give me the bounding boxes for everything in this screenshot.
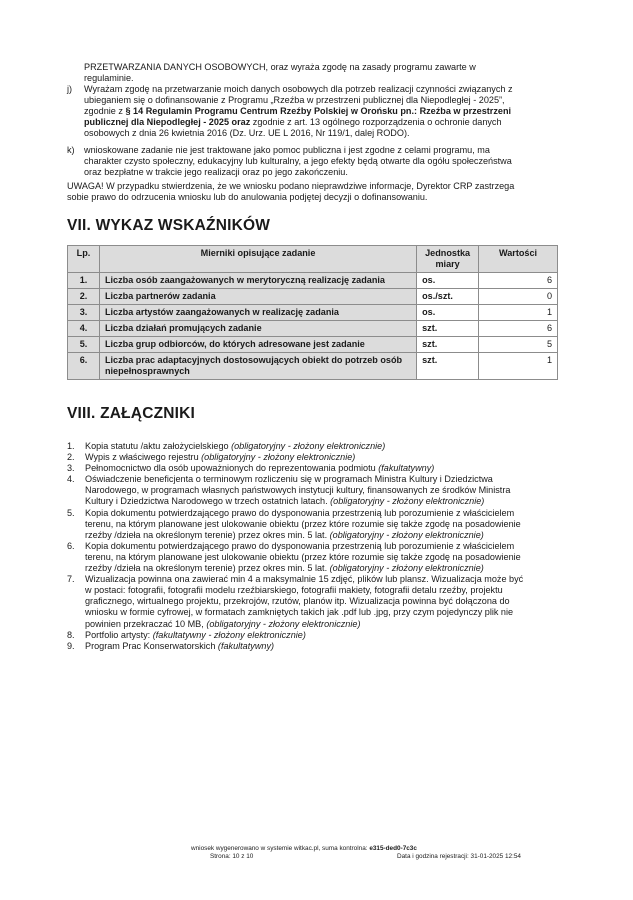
row-unit: szt. xyxy=(417,337,479,353)
text-line: sobie prawo do odrzucenia wniosku lub do anulowania podjętej decyzji o dofinansowaniu. xyxy=(67,192,428,202)
list-number: 7. xyxy=(67,574,75,585)
text-line: PRZETWARZANIA DANYCH OSOBOWYCH, oraz wyraża zgodę na zasady programu zawarte w xyxy=(84,62,476,72)
consent-continuation xyxy=(84,62,554,84)
footer-checksum: e315-ded0-7c3c xyxy=(369,845,417,852)
table-row xyxy=(68,289,558,305)
item-marker: j) xyxy=(67,84,73,94)
list-item xyxy=(67,474,559,507)
item-line: Wizualizacja powinna ona zawierać min 4 a maksymalnie 15 zdjęć, plików lub plansz. Wizualizacja może być xyxy=(85,574,524,585)
row-value: 1 xyxy=(479,353,558,380)
item-note: (obligatoryjny - złożony elektronicznie) xyxy=(201,452,356,463)
item-line xyxy=(85,496,559,507)
item-note: (obligatoryjny - złożony elektronicznie) xyxy=(206,618,361,629)
attachments-list xyxy=(67,441,559,652)
table-row xyxy=(68,273,558,289)
row-number: 1. xyxy=(68,273,100,289)
item-line: terenu, na którym planowane jest ulokowanie obiektu (przez które rozumie się także zgodę na posadowienie xyxy=(85,551,521,562)
row-name xyxy=(99,353,416,380)
header-unit-line: Jednostka xyxy=(425,248,471,258)
row-name: Liczba artystów zaangażowanych w realizację zadania xyxy=(99,305,416,321)
item-line: wniosku w formie cyfrowej, w formatach zamkniętych takich jak .pdf lub .jpg, przy czym pojedynczy plik nie xyxy=(85,607,514,618)
footer-registration-date: Data i godzina rejestracji: 31-01-2025 12:54 xyxy=(397,853,521,860)
item-text: Program Prac Konserwatorskich xyxy=(85,640,218,651)
list-item xyxy=(67,452,559,463)
item-line: graficznego, wirtualnego projektu, przekrojów, rzutów, planów itp. Wizualizacja powinna być dołączona do xyxy=(85,596,510,607)
list-number: 4. xyxy=(67,474,75,485)
list-item xyxy=(67,574,559,629)
header-name: Mierniki opisujące zadanie xyxy=(99,246,416,273)
item-line: w postaci: fotografii, fotografii modelu rzeźbiarskiego, fotografii makiety, fotografii detalu rzeźby, projektu xyxy=(85,585,503,596)
bold-span: publicznej dla Niepodległej - 2025 oraz xyxy=(84,117,251,127)
list-number: 5. xyxy=(67,507,75,518)
item-line: Kopia dokumentu potwierdzającego prawo do dysponowania przestrzenią lub porozumienie z właścicielem xyxy=(85,507,515,518)
text-line: regulaminie. xyxy=(84,73,134,83)
table-row xyxy=(68,353,558,380)
footer-generated-text: wniosek wygenerowano w systemie witkac.pl, suma kontrolna: xyxy=(191,845,370,852)
row-name-line: niepełnosprawnych xyxy=(104,366,190,376)
row-number: 4. xyxy=(68,321,100,337)
bold-span: § 14 Regulamin Programu Centrum Rzeźby Polskiej w Orońsku pn.: Rzeźba w przestrzeni xyxy=(125,106,512,116)
header-lp: Lp. xyxy=(68,246,100,273)
list-item xyxy=(67,541,559,574)
header-values: Wartości xyxy=(479,246,558,273)
item-text: Kopia statutu /aktu założycielskiego xyxy=(85,441,232,451)
text-line xyxy=(84,117,556,128)
row-name: Liczba osób zaangażowanych w merytoryczną realizację zadania xyxy=(99,273,416,289)
item-text: Portfolio artysty: xyxy=(85,629,153,640)
item-text: powinien przekraczać 10 MB, xyxy=(85,618,207,629)
header-unit-line: miary xyxy=(435,259,460,269)
item-marker: k) xyxy=(67,145,75,155)
row-value: 5 xyxy=(479,337,558,353)
row-unit: os. xyxy=(417,305,479,321)
text-line: oraz bezpłatne w trakcie jego realizacji oraz po jego zakończeniu. xyxy=(84,167,348,177)
list-number: 6. xyxy=(67,540,75,551)
text-line xyxy=(84,106,556,117)
row-number: 6. xyxy=(68,353,100,380)
item-note: (obligatoryjny - złożony elektronicznie) xyxy=(231,441,386,451)
item-text: Kultury i Dziedzictwa Narodowego w trzech ostatnich latach. xyxy=(85,496,331,507)
list-number: 3. xyxy=(67,463,75,474)
item-note: (fakultatywny) xyxy=(378,463,435,474)
table-row xyxy=(68,305,558,321)
row-unit: os./szt. xyxy=(417,289,479,305)
text-line: ubieganiem się o dofinansowanie z Programu „Rzeźba w przestrzeni publicznej dla Niepodległej - 2025”, xyxy=(84,95,505,105)
text-span: zgodnie z xyxy=(84,106,126,116)
row-number: 3. xyxy=(68,305,100,321)
row-number: 2. xyxy=(68,289,100,305)
row-unit: os. xyxy=(417,273,479,289)
row-unit: szt. xyxy=(417,353,479,380)
row-name: Liczba grup odbiorców, do których adresowane jest zadanie xyxy=(99,337,416,353)
item-line: terenu, na którym planowane jest ulokowanie obiektu (przez które rozumie się także zgodę na posadowienie xyxy=(85,518,521,529)
list-item xyxy=(67,463,559,474)
list-number: 8. xyxy=(67,629,75,640)
list-item xyxy=(67,508,559,541)
list-number: 9. xyxy=(67,640,75,651)
row-value: 6 xyxy=(479,321,558,337)
row-name: Liczba partnerów zadania xyxy=(99,289,416,305)
item-line xyxy=(85,619,559,630)
list-item xyxy=(67,630,559,641)
header-unit xyxy=(417,246,479,273)
row-value: 0 xyxy=(479,289,558,305)
table-row xyxy=(68,321,558,337)
text-line: charakter czysto społeczny, edukacyjny lub kulturalny, a jego efekty będą otwarte dla ogółu społeczeństwa xyxy=(84,156,512,166)
row-unit: szt. xyxy=(417,321,479,337)
text-line: Wyrażam zgodę na przetwarzanie moich danych osobowych dla potrzeb realizacji czynności związanych z xyxy=(84,84,513,94)
text-line: UWAGA! W przypadku stwierdzenia, że we wniosku podano nieprawdziwe informacje, Dyrektor CRP zastrzega xyxy=(67,181,515,191)
item-note: (fakultatywny) xyxy=(217,640,275,651)
row-value: 6 xyxy=(479,273,558,289)
item-text: rzeźby /dzieła na określonym terenie) przez okres min. 5 lat. xyxy=(85,563,330,574)
row-name-line: Liczba prac adaptacyjnych dostosowujących obiekt do potrzeb osób xyxy=(104,355,403,365)
text-line: wnioskowane zadanie nie jest traktowane jako pomoc publiczna i jest zgodne z celami programu, ma xyxy=(84,145,490,155)
list-item xyxy=(67,441,559,452)
footer-generated xyxy=(191,845,417,853)
item-note: (obligatoryjny - złożony elektronicznie) xyxy=(329,529,484,540)
list-item xyxy=(67,641,559,652)
text-span: zgodnie z art. 13 ogólnego rozporządzenia o ochronie danych xyxy=(250,117,502,127)
item-text: Wypis z właściwego rejestru xyxy=(85,452,202,463)
indicators-table xyxy=(67,245,558,380)
table-header-row xyxy=(68,246,558,273)
item-text: Pełnomocnictwo dla osób upoważnionych do reprezentowania podmiotu xyxy=(85,463,379,474)
row-number: 5. xyxy=(68,337,100,353)
item-line: Oświadczenie beneficjenta o terminowym rozliczeniu się w programach Ministra Kultury i Dziedzictwa xyxy=(85,474,493,485)
table-row xyxy=(68,337,558,353)
footer-page-number: Strona: 10 z 10 xyxy=(210,853,254,860)
list-number: 1. xyxy=(67,441,75,451)
item-line: Kopia dokumentu potwierdzającego prawo do dysponowania przestrzenią lub porozumienie z właścicielem xyxy=(85,540,515,551)
item-line xyxy=(85,563,559,574)
item-line: Narodowego, w programach własnych państwowych instytucji kultury, finansowanych ze środków Ministra xyxy=(85,485,511,496)
row-value: 1 xyxy=(479,305,558,321)
section-title-attachments: VIII. ZAŁĄCZNIKI xyxy=(67,405,196,422)
item-line xyxy=(85,530,559,541)
text-line: osobowych z dnia 26 kwietnia 2016 (Dz. Urz. UE L 2016, Nr 119/1, dalej RODO). xyxy=(84,128,410,138)
section-title-indicators: VII. WYKAZ WSKAŹNIKÓW xyxy=(67,217,271,234)
row-name: Liczba działań promujących zadanie xyxy=(99,321,416,337)
item-note: (obligatoryjny - złożony elektronicznie) xyxy=(330,496,485,507)
warning-note xyxy=(67,181,557,203)
list-number: 2. xyxy=(67,452,75,463)
item-text: rzeźby /dzieła na określonym terenie) przez okres min. 5 lat. xyxy=(85,529,330,540)
item-note: (fakultatywny - złożony elektronicznie) xyxy=(152,629,306,640)
item-note: (obligatoryjny - złożony elektronicznie) xyxy=(329,563,484,574)
